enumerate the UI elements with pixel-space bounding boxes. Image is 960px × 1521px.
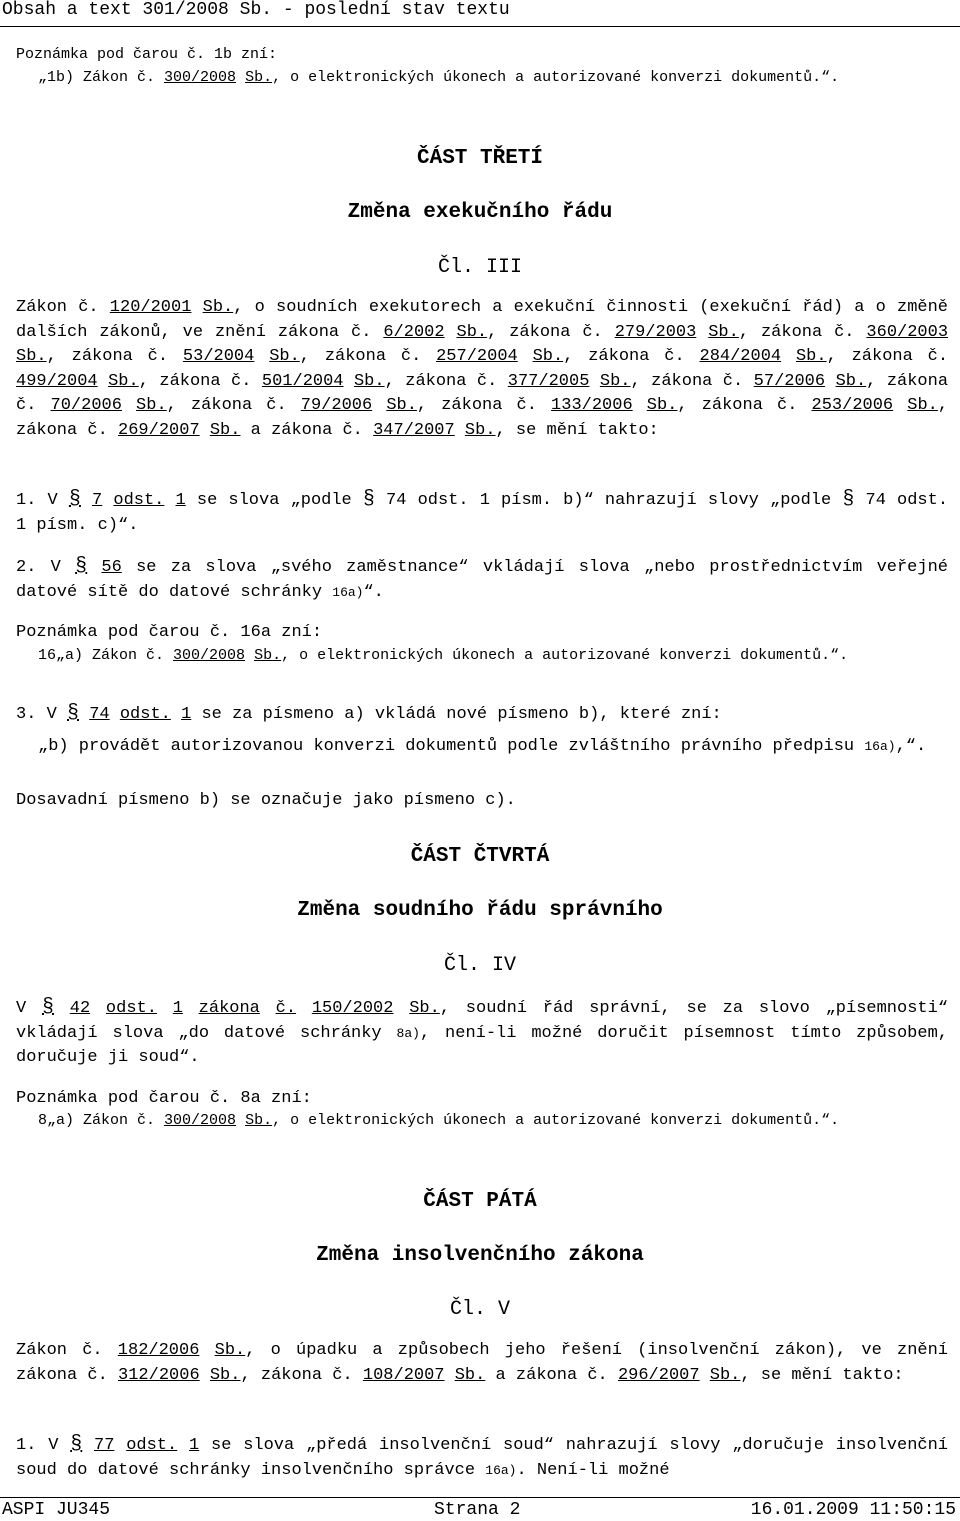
law-link[interactable]: Sb.	[136, 396, 167, 415]
law-link[interactable]: 108/2007	[362, 1365, 445, 1385]
law-link[interactable]: 7	[92, 491, 103, 510]
law-link[interactable]: Sb.	[209, 1365, 241, 1385]
footer-document-id: ASPI JU345	[2, 1500, 111, 1520]
footnote-16a-text: 16„a) Zákon č. 300/2008 Sb., o elektronických úkonech a autorizované konverzi dokumentů.“.	[38, 647, 849, 664]
law-link[interactable]: 70/2006	[50, 396, 122, 415]
paragraph-sign-icon: §	[41, 996, 54, 1019]
footer-divider	[0, 1497, 960, 1498]
law-link[interactable]: Sb.	[646, 396, 678, 415]
law-link[interactable]: 56	[101, 558, 122, 577]
header-title: Obsah a text 301/2008 Sb. - poslední stav textu	[2, 0, 510, 20]
part-five-intro: Zákon č. 182/2006 Sb., o úpadku a způsobech jeho řešení (insolvenční zákon), ve znění zákona č. 312/2006 Sb., zákona č. 108/2007 Sb. a zákona č. 296/2007 Sb., se mění takto:	[16, 1341, 949, 1385]
law-link[interactable]: 120/2001	[109, 298, 192, 317]
law-link[interactable]: Sb.	[245, 1112, 273, 1129]
part-three-subtitle: Změna exekučního řádu	[347, 201, 613, 224]
law-link[interactable]: 1	[189, 1436, 200, 1455]
footer-page-number: Strana 2	[434, 1500, 521, 1520]
law-link[interactable]: Sb.	[907, 396, 938, 415]
paragraph-sign-icon: §	[75, 555, 88, 578]
law-link[interactable]: 296/2007	[617, 1365, 700, 1385]
law-link[interactable]: 499/2004	[16, 371, 98, 391]
law-link[interactable]: Sb.	[795, 347, 827, 366]
part-three-item-2: 2. V § 56 se za slova „svého zaměstnance“ vkládají slova „nebo prostřednictvím veřejné datové sítě do datové schránky 16a)“.	[16, 555, 948, 602]
law-link[interactable]: 133/2006	[551, 396, 633, 415]
part-three-intro: Zákon č. 120/2001 Sb., o soudních exekutorech a exekuční činnosti (exekuční řád) a o změně dalších zákonů, ve znění zákona č. 6/2002 Sb., zákona č. 279/2003 Sb., zákona č. 360/2003 Sb., zákona č. 53/2004 Sb., zákona č. 257/2004 Sb., zákona č. 284/2004 Sb., zákona č. 499/2004 Sb., zákona č. 501/2004 Sb., zákona č. 377/2005 Sb., zákona č. 57/2006 Sb., zákona č. 70/2006 Sb., zákona č. 79/2006 Sb., zákona č. 133/2006 Sb., zákona č. 253/2006 Sb., zákona č. 269/2007 Sb. a zákona č. 347/2007 Sb., se mění takto:	[16, 298, 949, 440]
law-link[interactable]: 6/2002	[383, 322, 445, 342]
law-link[interactable]: č.	[275, 999, 297, 1018]
paragraph-sign-icon: §	[68, 488, 81, 511]
law-link[interactable]: odst.	[119, 705, 171, 724]
law-link[interactable]: Sb.	[108, 371, 139, 391]
renaming-note: Dosavadní písmeno b) se označuje jako písmeno c).	[16, 791, 516, 810]
law-link[interactable]: odst.	[113, 491, 165, 510]
part-four-subtitle: Změna soudního řádu správního	[297, 899, 663, 922]
law-link[interactable]: Sb.	[214, 1341, 246, 1360]
law-link[interactable]: 347/2007	[373, 420, 455, 440]
law-link[interactable]: 300/2008	[173, 647, 246, 664]
footnote-ref: 16a)	[332, 584, 364, 600]
law-link[interactable]: Sb.	[454, 1365, 486, 1385]
law-link[interactable]: Sb.	[269, 347, 300, 366]
law-link[interactable]: 1	[175, 491, 186, 510]
law-link[interactable]: Sb.	[409, 999, 440, 1018]
law-link[interactable]: 53/2004	[182, 347, 255, 366]
footer-timestamp: 16.01.2009 11:50:15	[750, 1500, 956, 1520]
footnote-16a-label: Poznámka pod čarou č. 16a zní:	[16, 623, 323, 642]
footnote-1b-text: „1b) Zákon č. 300/2008 Sb., o elektronických úkonech a autorizované konverzi dokumentů.“.	[38, 69, 840, 86]
law-link[interactable]: odst.	[105, 999, 157, 1018]
article-five-heading: Čl. V	[449, 1298, 510, 1321]
page-header	[0, 0, 960, 24]
law-link[interactable]: Sb.	[709, 1365, 741, 1385]
law-link[interactable]: Sb.	[456, 322, 488, 342]
law-link[interactable]: 150/2002	[311, 999, 394, 1018]
law-link[interactable]: 360/2003	[866, 322, 949, 342]
law-link[interactable]: 57/2006	[753, 371, 826, 391]
law-link[interactable]: 269/2007	[118, 420, 200, 440]
footnote-ref: 16a)	[864, 739, 896, 754]
part-five-subtitle: Změna insolvenčního zákona	[316, 1244, 644, 1267]
law-link[interactable]: 284/2004	[699, 347, 782, 366]
law-link[interactable]: Sb.	[464, 420, 496, 440]
inserted-letter-b: „b) provádět autorizovanou konverzi dokumentů podle zvláštního právního předpisu 16a),“.	[38, 737, 927, 756]
part-three-item-3: 3. V § 74 odst. 1 se za písmeno a) vkládá nové písmeno b), které zní:	[16, 702, 722, 725]
law-link[interactable]: 77	[94, 1436, 115, 1455]
footnote-8a-text: 8„a) Zákon č. 300/2008 Sb., o elektronických úkonech a autorizované konverzi dokumentů.“.	[38, 1112, 840, 1129]
law-link[interactable]: 257/2004	[436, 347, 518, 366]
law-link[interactable]: Sb.	[708, 322, 739, 342]
part-four-paragraph: V § 42 odst. 1 zákona č. 150/2002 Sb., soudní řád správní, se za slovo „písemnosti“ vkládají slova „do datové schránky 8a), není-li možné doručit písemnost tímto způsobem, doručuje ji soud“.	[16, 996, 949, 1067]
part-five-title: ČÁST PÁTÁ	[423, 1190, 537, 1213]
law-link[interactable]: Sb.	[835, 371, 867, 391]
footnote-ref: 16a)	[485, 1462, 517, 1478]
part-four-title: ČÁST ČTVRTÁ	[410, 845, 550, 868]
law-link[interactable]: 501/2004	[261, 371, 344, 391]
law-link[interactable]: Sb.	[16, 347, 47, 366]
part-three-item-1: 1. V § 7 odst. 1 se slova „podle § 74 odst. 1 písm. b)“ nahrazují slovy „podle § 74 odst. 1 písm. c)“.	[16, 488, 949, 535]
law-link[interactable]: odst.	[126, 1436, 178, 1455]
law-link[interactable]: Sb.	[532, 347, 564, 366]
law-link[interactable]: 312/2006	[118, 1365, 200, 1385]
header-divider	[0, 26, 960, 27]
article-four-heading: Čl. IV	[443, 954, 516, 977]
law-link[interactable]: Sb.	[353, 371, 385, 391]
law-link[interactable]: 1	[181, 705, 192, 724]
paragraph-sign-icon: §	[70, 1433, 83, 1456]
law-link[interactable]: Sb.	[209, 420, 241, 440]
law-link[interactable]: 79/2006	[300, 396, 373, 415]
footnote-1b-label: Poznámka pod čarou č. 1b zní:	[16, 46, 278, 63]
law-link[interactable]: 377/2005	[507, 371, 590, 391]
article-three-heading: Čl. III	[437, 256, 522, 279]
paragraph-sign-icon: §	[67, 702, 80, 725]
law-link[interactable]: Sb.	[254, 647, 282, 664]
part-three-title: ČÁST TŘETÍ	[416, 147, 544, 170]
law-link[interactable]: Sb.	[245, 69, 273, 86]
footnote-8a-label: Poznámka pod čarou č. 8a zní:	[16, 1089, 312, 1108]
paragraph-sign-icon: §	[842, 488, 855, 511]
law-link[interactable]: 300/2008	[164, 69, 237, 86]
page-footer	[0, 1499, 960, 1521]
law-link[interactable]: 279/2003	[614, 322, 697, 342]
law-link[interactable]: zákona	[198, 999, 260, 1018]
law-link[interactable]: Sb.	[599, 371, 631, 391]
law-link[interactable]: 253/2006	[811, 396, 894, 415]
law-link[interactable]: 182/2006	[117, 1341, 200, 1360]
law-link[interactable]: Sb.	[202, 298, 234, 317]
law-link[interactable]: 42	[69, 999, 91, 1018]
law-link[interactable]: Sb.	[386, 396, 417, 415]
law-link[interactable]: 74	[89, 705, 110, 724]
law-link[interactable]: 1	[172, 999, 183, 1018]
paragraph-sign-icon: §	[362, 488, 375, 511]
footnote-ref: 8a)	[396, 1025, 420, 1041]
part-five-item-1: 1. V § 77 odst. 1 se slova „předá insolvenční soud“ nahrazují slovy „doručuje insolvenční soud do datové schránky insolvenčního správce 16a). Není-li možné	[16, 1433, 949, 1480]
law-link[interactable]: 300/2008	[164, 1112, 237, 1129]
